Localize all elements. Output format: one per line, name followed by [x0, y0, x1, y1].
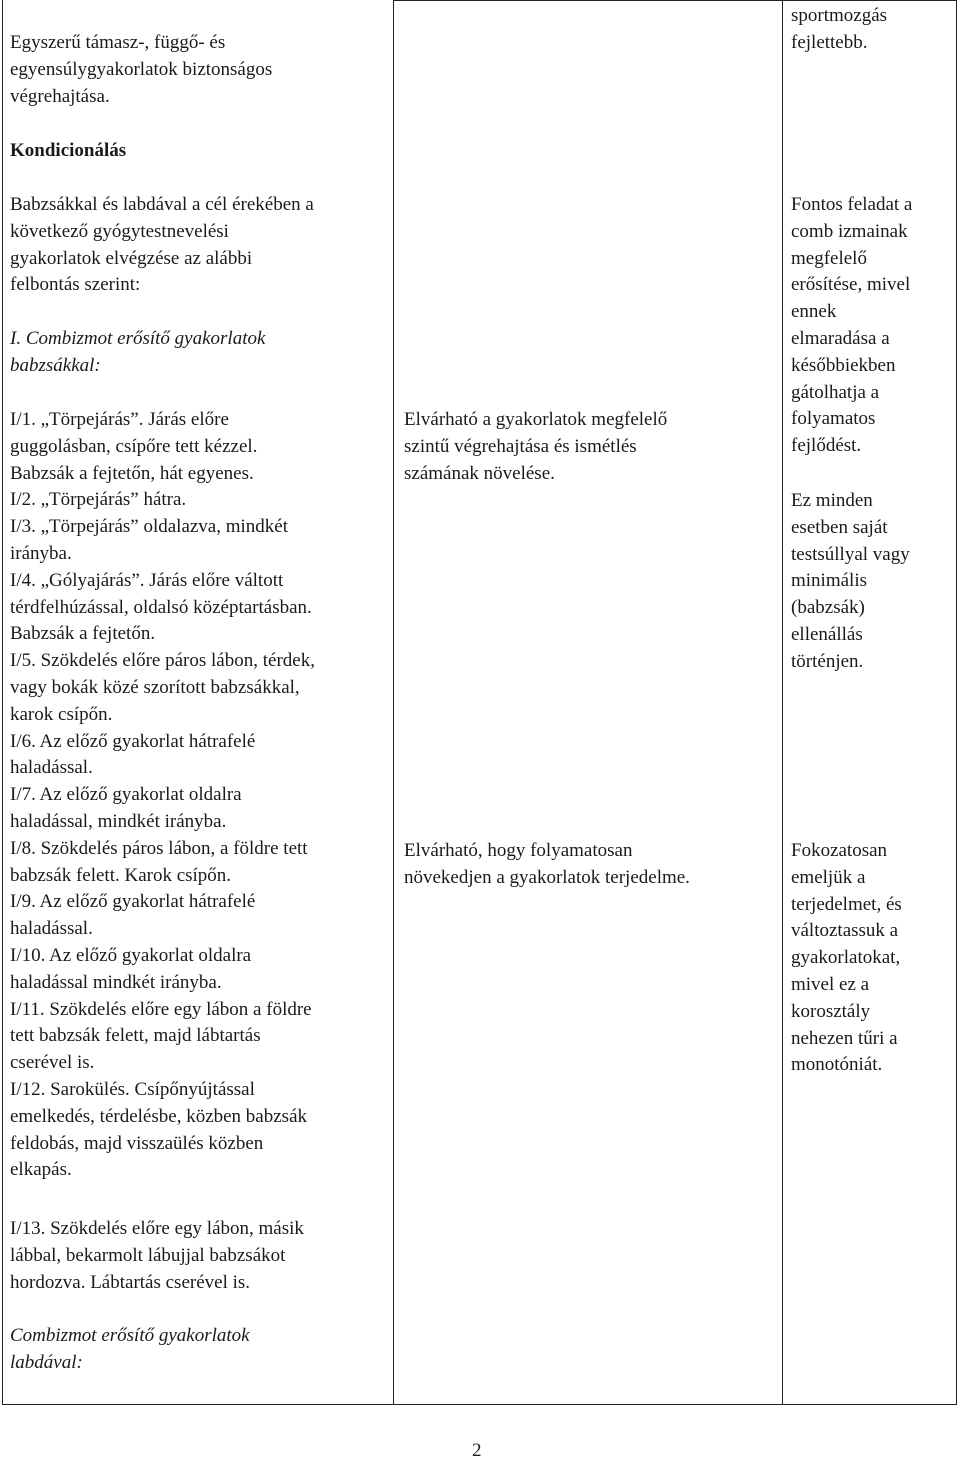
- subheading-labda: Combizmot erősítő gyakorlatok labdával:: [10, 1325, 250, 1373]
- note-2: Ez minden esetben saját testsúllyal vagy minimális (babzsák) ellenállás történjen.: [791, 490, 910, 672]
- exercise-line: haladással.: [10, 918, 93, 940]
- exercise-line: I/7. Az előző gyakorlat oldalra: [10, 784, 242, 806]
- exercise-line: I/9. Az előző gyakorlat hátrafelé: [10, 891, 256, 913]
- page-number: 2: [472, 1440, 482, 1461]
- table-divider-2: [782, 0, 783, 1405]
- exercise-line: Babzsák a fejtetőn.: [10, 623, 156, 645]
- exercise-line: Babzsák a fejtetőn, hát egyenes.: [10, 462, 254, 484]
- note-top: sportmozgás fejlettebb.: [791, 5, 888, 53]
- exercise-line: cserével is.: [10, 1052, 95, 1074]
- expectation-1: Elvárható a gyakorlatok megfelelő szintű végrehajtása és ismétlés számának növelése.: [404, 409, 668, 484]
- exercise-line: karok csípőn.: [10, 703, 113, 725]
- exercise-line: I/5. Szökdelés előre páros lábon, térdek,: [10, 650, 315, 672]
- exercise-line: emelkedés, térdelésbe, közben babzsák: [10, 1105, 308, 1127]
- table-border-right: [956, 0, 957, 1405]
- exercise-line: I/12. Sarokülés. Csípőnyújtással: [10, 1078, 255, 1100]
- exercise-line: I/6. Az előző gyakorlat hátrafelé: [10, 730, 256, 752]
- exercise-line: térdfelhúzással, oldalsó középtartásban.: [10, 596, 312, 618]
- exercise-line: I/11. Szökdelés előre egy lábon a földre: [10, 998, 312, 1020]
- note-1: Fontos feladat a comb izmainak megfelelő erősítése, mivel ennek elmaradása a későbbiekben gátolhatja a folyamatos fejlődést.: [791, 194, 913, 457]
- expectation-2: Elvárható, hogy folyamatosan növekedjen a gyakorlatok terjedelme.: [404, 840, 690, 888]
- subheading-babzsak: I. Combizmot erősítő gyakorlatok babzsákkal:: [10, 328, 266, 376]
- table-divider-1: [393, 0, 394, 1405]
- exercise-line: tett babzsák felett, majd lábtartás: [10, 1025, 261, 1047]
- exercise-line: haladással mindkét irányba.: [10, 971, 222, 993]
- exercise-line: vagy bokák közé szorított babzsákkal,: [10, 676, 300, 698]
- exercise-line: I/3. „Törpejárás” oldalazva, mindkét: [10, 516, 289, 538]
- section-heading: Kondicionálás: [10, 140, 127, 161]
- exercise-line: feldobás, majd visszaülés közben: [10, 1132, 264, 1154]
- section-paragraph: Babzsákkal és labdával a cél érekében a következő gyógytestnevelési gyakorlatok elvégzése az alábbi felbontás szerint:: [10, 194, 314, 296]
- note-3: Fokozatosan emeljük a terjedelmet, és változtassuk a gyakorlatokat, mivel ez a korosztály nehezen tűri a monotóniát.: [791, 840, 902, 1076]
- exercise-line: guggolásban, csípőre tett kézzel.: [10, 435, 258, 457]
- table-border-bottom: [2, 1404, 957, 1405]
- exercise-line: babzsák felett. Karok csípőn.: [10, 864, 232, 886]
- exercise-line: I/4. „Gólyajárás”. Járás előre váltott: [10, 569, 284, 591]
- exercise-line: irányba.: [10, 542, 72, 564]
- exercise-list: [10, 407, 315, 1184]
- exercise-line: haladással.: [10, 757, 93, 779]
- exercise-line: I/10. Az előző gyakorlat oldalra: [10, 944, 252, 966]
- intro-text: Egyszerű támasz-, függő- és egyensúlygyakorlatok biztonságos végrehajtása.: [10, 32, 273, 107]
- exercise-line: I/2. „Törpejárás” hátra.: [10, 489, 187, 511]
- exercise-line: elkapás.: [10, 1159, 72, 1181]
- exercise-line: I/1. „Törpejárás”. Járás előre: [10, 409, 229, 430]
- exercise-line: I/8. Szökdelés páros lábon, a földre tett: [10, 837, 308, 859]
- exercise-line: haladással, mindkét irányba.: [10, 810, 227, 832]
- exercise-13: I/13. Szökdelés előre egy lábon, másik lábbal, bekarmolt lábujjal babzsákot hordozva. Lábtartás cserével is.: [10, 1218, 304, 1293]
- table-border-left: [2, 0, 3, 1405]
- table-border-top: [393, 0, 957, 1]
